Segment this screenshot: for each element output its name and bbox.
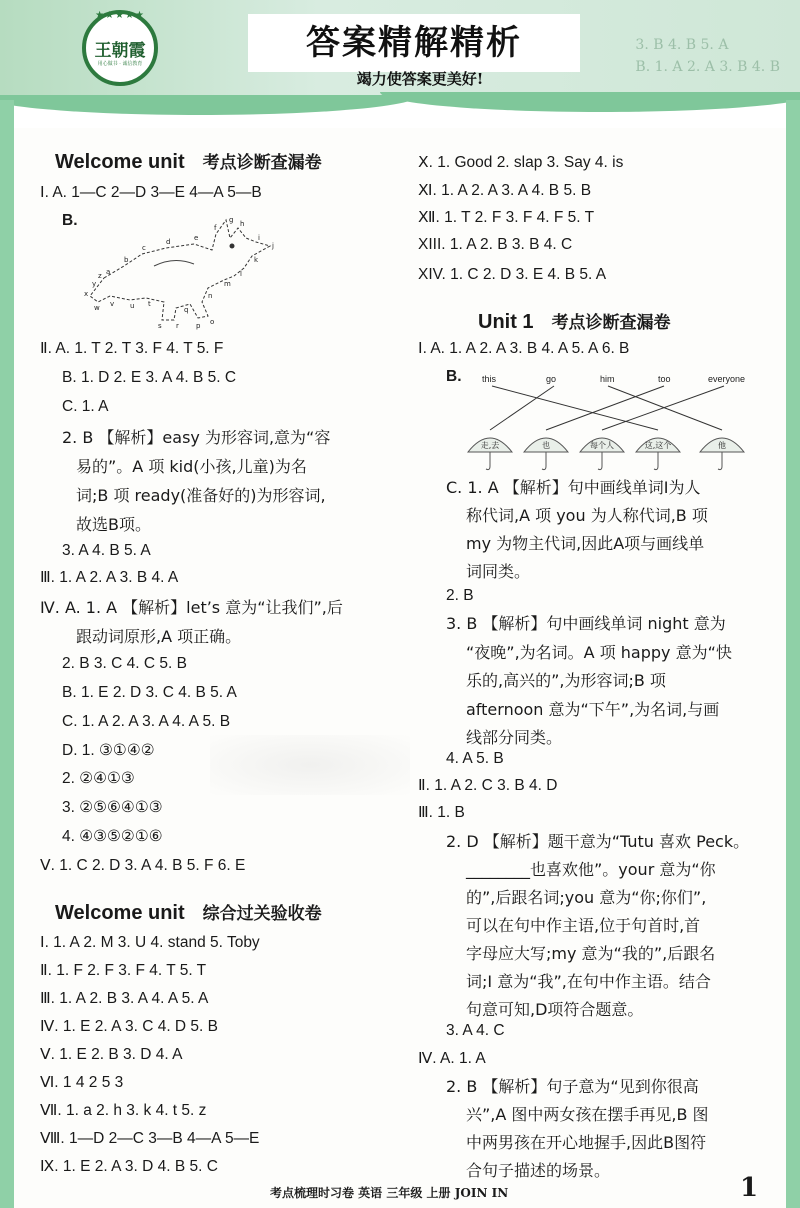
answer-line: C. 1. A 【解析】句中画线单词I为人 xyxy=(446,478,701,497)
answer-line: Ⅳ. A. 1. A xyxy=(418,1050,486,1067)
answer-line: 3. A 4. B 5. A xyxy=(62,542,151,559)
answer-line: Ⅸ. 1. E 2. A 3. D 4. B 5. C xyxy=(40,1158,218,1175)
page-number: 1 xyxy=(740,1173,759,1203)
answer-line: my 为物主代词,因此A项与画线单 xyxy=(466,534,705,553)
header-edge-left xyxy=(0,95,420,115)
bleed-through-text: 3. B 4. B 5. A B. 1. A 2. A 3. B 4. B xyxy=(635,37,780,75)
dot-letter: t xyxy=(148,300,151,308)
answer-line: B. 1. E 2. D 3. C 4. B 5. A xyxy=(62,684,237,701)
dot-letter: p xyxy=(196,322,201,330)
dot-letter: g xyxy=(229,216,234,224)
answer-line: C. 1. A 2. A 3. A 4. A 5. B xyxy=(62,713,231,730)
match-word: go xyxy=(546,374,557,384)
dot-letter: o xyxy=(210,318,215,326)
answer-line: Ⅱ. 1. F 2. F 3. F 4. T 5. T xyxy=(40,962,207,979)
publisher-logo xyxy=(82,10,158,86)
dot-letter: r xyxy=(176,322,179,330)
answer-line: Ⅱ. 1. A 2. C 3. B 4. D xyxy=(418,777,558,794)
answer-line: C. 1. A xyxy=(62,398,109,415)
dot-letter: u xyxy=(130,302,135,310)
answer-line: 2. B 【解析】easy 为形容词,意为“容 xyxy=(62,428,331,447)
answer-line: afternoon 意为“下午”,为名词,与画 xyxy=(466,700,720,719)
answer-line: 故选B项。 xyxy=(76,515,151,534)
answer-line: 可以在句中作主语,位于句首时,首 xyxy=(466,916,701,935)
answer-line: 句意可知,D项符合题意。 xyxy=(466,1000,644,1019)
answer-line: Ⅹ. 1. Good 2. slap 3. Say 4. is xyxy=(418,154,624,171)
answer-line: Ⅺ. 1. A 2. A 3. A 4. B 5. B xyxy=(418,182,592,199)
answer-line: Ⅰ. A. 1. A 2. A 3. B 4. A 5. A 6. B xyxy=(418,340,630,357)
answer-line: Ⅲ. 1. A 2. B 3. A 4. A 5. A xyxy=(40,990,209,1007)
match-word: too xyxy=(658,374,671,384)
answer-line: Ⅳ. A. 1. A 【解析】let’s 意为“让我们”,后 xyxy=(40,598,343,617)
answer-line: Ⅱ. A. 1. T 2. T 3. F 4. T 5. F xyxy=(40,340,224,357)
answer-line: 称代词,A 项 you 为人称代词,B 项 xyxy=(466,506,708,525)
answer-line: 词;B 项 ready(准备好的)为形容词, xyxy=(76,486,326,505)
answer-line: Ⅷ. 1—D 2—C 3—B 4—A 5—E xyxy=(40,1130,260,1147)
answer-line: 的”,后跟名词;you 意为“你;你们”, xyxy=(466,888,707,907)
dot-letter: s xyxy=(158,322,162,330)
dot-letter: d xyxy=(166,238,171,246)
logo-slogan: 用心做书 · 诚信教育 xyxy=(97,61,143,67)
answer-line: 3. B 【解析】句中画线单词 night 意为 xyxy=(446,614,726,633)
dot-letter: b xyxy=(124,256,129,264)
match-word: this xyxy=(482,374,497,384)
dinosaur-dot-to-dot-figure xyxy=(84,216,284,334)
dot-letter: m xyxy=(224,280,231,288)
answer-line: Ⅳ. 1. E 2. A 3. C 4. D 5. B xyxy=(40,1018,219,1035)
answer-line: 2. D 【解析】题干意为“Tutu 喜欢 Peck。 xyxy=(446,832,750,851)
answer-line: Ⅵ. 1 4 2 5 3 xyxy=(40,1074,124,1091)
umbrella-word: 他 xyxy=(718,441,726,450)
dot-letter: x xyxy=(84,290,89,298)
header-edge-right xyxy=(380,92,800,112)
dot-letter: q xyxy=(184,306,189,314)
answer-line: 易的”。A 项 kid(小孩,儿童)为名 xyxy=(76,457,307,476)
answer-line: 2. B xyxy=(446,587,474,604)
answer-line: 2. ②④①③ xyxy=(62,770,135,787)
answer-line: D. 1. ③①④② xyxy=(62,742,155,759)
dot-letter: z xyxy=(98,272,102,280)
dot-letter: v xyxy=(110,300,115,308)
dot-letter: a xyxy=(106,268,111,276)
umbrella-word: 走,去 xyxy=(480,441,500,450)
answer-line: 合句子描述的场景。 xyxy=(466,1161,611,1180)
answer-line: 中两男孩在开心地握手,因此B图符 xyxy=(466,1133,707,1152)
answer-line: XIV. 1. C 2. D 3. E 4. B 5. A xyxy=(418,266,607,283)
page-header xyxy=(0,0,800,128)
print-smudge xyxy=(210,735,410,795)
answer-line: 3. A 4. C xyxy=(446,1022,505,1039)
answer-line: 3. ②⑤⑥④①③ xyxy=(62,799,163,816)
answer-line: 2. B 【解析】句子意为“见到你很高 xyxy=(446,1077,699,1096)
answer-line: Ⅴ. 1. C 2. D 3. A 4. B 5. F 6. E xyxy=(40,857,246,874)
umbrella-word: 这,这个 xyxy=(644,441,672,450)
section-title-welcome-2: Welcome unit 综合过关验收卷 xyxy=(55,902,322,924)
answer-line: B. xyxy=(62,212,78,229)
answer-line: 兴”,A 图中两女孩在摆手再见,B 图 xyxy=(466,1105,709,1124)
dot-letter: w xyxy=(94,304,100,312)
dot-letter: i xyxy=(258,234,260,242)
umbrella-word: 也 xyxy=(542,441,550,450)
match-word: him xyxy=(600,374,615,384)
answer-line: Ⅻ. 1. T 2. F 3. F 4. F 5. T xyxy=(418,209,595,226)
answer-line: Ⅲ. 1. B xyxy=(418,804,465,821)
answer-line: 词同类。 xyxy=(466,562,531,581)
dot-letter: c xyxy=(142,244,146,252)
right-border xyxy=(786,100,800,1208)
answer-line: 跟动词原形,A 项正确。 xyxy=(76,627,242,646)
answer-line: 4. ④③⑤②①⑥ xyxy=(62,828,163,845)
section-title-unit-1: Unit 1 考点诊断查漏卷 xyxy=(478,311,671,333)
answer-line: 乐的,高兴的”,为形容词;B 项 xyxy=(466,671,666,690)
answer-line: 2. B 3. C 4. C 5. B xyxy=(62,655,187,672)
dot-letter: n xyxy=(208,292,213,300)
answer-line: ________也喜欢他”。your 意为“你 xyxy=(466,860,716,879)
umbrella-word: 每个人 xyxy=(590,441,614,450)
section-title-welcome-1: Welcome unit 考点诊断查漏卷 xyxy=(55,151,322,173)
answer-line: XIII. 1. A 2. B 3. B 4. C xyxy=(418,236,573,253)
answer-line: Ⅲ. 1. A 2. A 3. B 4. A xyxy=(40,569,179,586)
dot-letter: j xyxy=(272,242,274,250)
answer-line: Ⅶ. 1. a 2. h 3. k 4. t 5. z xyxy=(40,1102,207,1119)
answer-line: Ⅴ. 1. E 2. B 3. D 4. A xyxy=(40,1046,183,1063)
answer-line: 线部分同类。 xyxy=(466,728,563,747)
match-word: everyone xyxy=(708,374,746,384)
answer-line: “夜晚”,为名词。A 项 happy 意为“快 xyxy=(466,643,732,662)
logo-name: 王朝霞 xyxy=(94,41,146,61)
logo-stars-icon: ★★★★★ xyxy=(95,10,145,21)
answer-line: B. 1. D 2. E 3. A 4. B 5. C xyxy=(62,369,237,386)
dot-letter: y xyxy=(92,280,97,288)
answer-line: B. xyxy=(446,368,462,385)
page-title: 答案精解精析 xyxy=(306,23,522,63)
answer-line: 词;I 意为“我”,在句中作主语。结合 xyxy=(466,972,711,991)
answer-line: 4. A 5. B xyxy=(446,750,504,767)
dot-letter: e xyxy=(194,234,199,242)
answer-line: Ⅰ. 1. A 2. M 3. U 4. stand 5. Toby xyxy=(40,934,260,951)
page-subtitle: 竭力使答案更美好! xyxy=(356,70,484,88)
dot-letter: k xyxy=(254,256,259,264)
dot-letter: h xyxy=(240,220,245,228)
dot-letter: f xyxy=(214,224,217,232)
word-matching-figure xyxy=(462,368,762,472)
dot-letter: l xyxy=(240,270,242,278)
page-footer: 考点梳理时习卷 英语 三年级 上册 JOIN IN xyxy=(270,1186,509,1200)
answer-line: Ⅰ. A. 1—C 2—D 3—E 4—A 5—B xyxy=(40,184,262,201)
answer-line: 字母应大写;my 意为“我的”,后跟名 xyxy=(466,944,716,963)
left-border xyxy=(0,100,14,1208)
